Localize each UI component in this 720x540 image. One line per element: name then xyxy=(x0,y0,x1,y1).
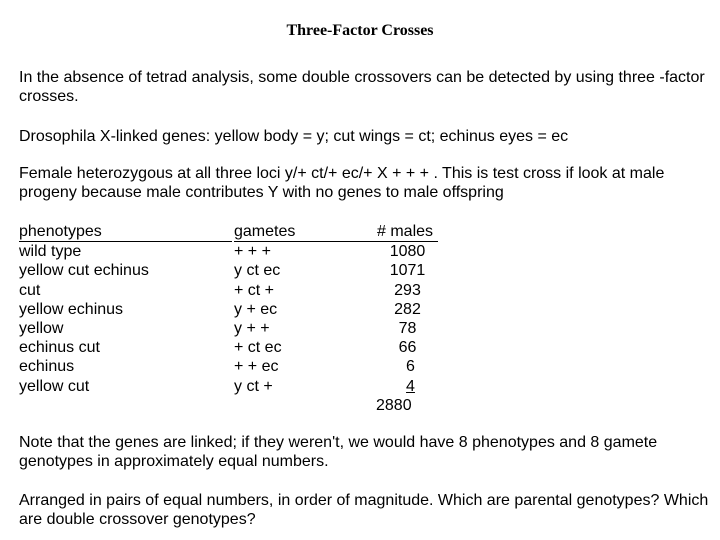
gamete-cell: + ct + xyxy=(234,281,275,299)
phenotype-cell: cut xyxy=(19,281,41,299)
gamete-cell: y ct + xyxy=(234,377,273,395)
gamete-cell: y + + xyxy=(234,320,270,338)
gamete-cell: + + + xyxy=(234,243,271,261)
linkage-note: Note that the genes are linked; if they weren't, we would have 8 phenotypes and 8 gamete genotypes in approximately equal numbers. xyxy=(19,434,658,470)
males-count-cell: 293 xyxy=(394,281,421,299)
gamete-cell: + + ec xyxy=(234,358,279,376)
phenotype-cell: wild type xyxy=(19,243,82,261)
males-count-cell: 282 xyxy=(394,300,421,318)
page-title: Three-Factor Crosses xyxy=(286,22,434,39)
phenotypes-header: phenotypes xyxy=(19,222,232,242)
gamete-cell: y + ec xyxy=(234,300,278,318)
intro-paragraph: In the absence of tetrad analysis, some double crossovers can be detected by using three -factor crosses. xyxy=(19,69,705,105)
phenotype-cell: yellow cut xyxy=(19,377,90,395)
gametes-header: gametes xyxy=(234,222,378,242)
males-count-cell: 66 xyxy=(398,339,417,357)
males-count-cell: 78 xyxy=(398,320,417,338)
males-count-cell: 1071 xyxy=(389,262,426,280)
phenotype-cell: echinus cut xyxy=(19,339,100,357)
males-total: 2880 xyxy=(376,396,412,414)
cross-paragraph: Female heterozygous at all three loci y/+ ct/+ ec/+ X + + + . This is test cross if look at male progeny because male contributes Y with no genes to male offspring xyxy=(19,165,665,201)
question-note: Arranged in pairs of equal numbers, in order of magnitude. Which are parental genotypes? Which are double crossover genotypes? xyxy=(19,492,709,528)
phenotypes-column xyxy=(19,222,232,396)
phenotype-cell: yellow xyxy=(19,320,64,338)
genes-paragraph: Drosophila X-linked genes: yellow body = y; cut wings = ct; echinus eyes = ec xyxy=(19,128,569,145)
males-column xyxy=(377,222,438,415)
gametes-column xyxy=(234,222,378,396)
phenotype-cell: yellow echinus xyxy=(19,300,124,318)
males-count-cell: 6 xyxy=(406,358,415,376)
males-count-cell: 1080 xyxy=(389,243,426,261)
phenotype-cell: echinus xyxy=(19,358,75,376)
gamete-cell: y ct ec xyxy=(234,262,281,280)
phenotype-cell: yellow cut echinus xyxy=(19,262,149,280)
males-header: # males xyxy=(377,222,438,242)
gamete-cell: + ct ec xyxy=(234,339,282,357)
males-count-cell: 4 xyxy=(406,377,415,395)
